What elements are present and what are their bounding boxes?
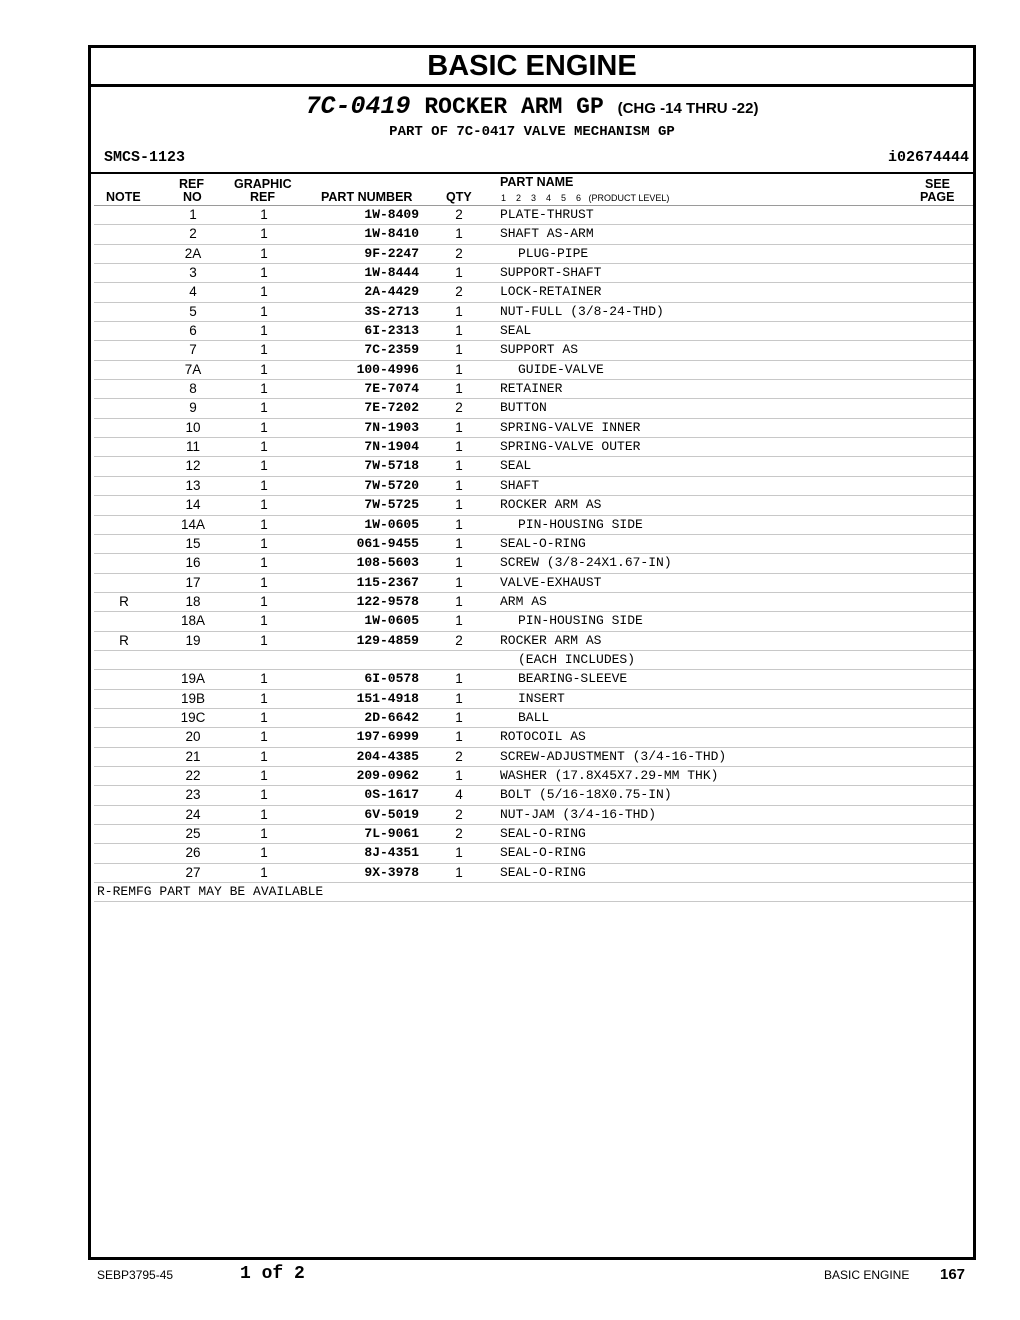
part-name-cell: PLATE-THRUST <box>500 207 594 222</box>
graphic-ref-cell: 1 <box>260 709 268 725</box>
part-number-cell: 9X-3978 <box>364 864 419 880</box>
table-row <box>94 825 973 844</box>
part-name-cell: SHAFT AS-ARM <box>500 226 594 242</box>
part-name-cell: PLUG-PIPE <box>518 245 589 261</box>
col-product-levels: 1 2 3 4 5 6 (PRODUCT LEVEL) <box>501 193 670 203</box>
table-row <box>94 380 973 399</box>
ref-no-cell: 25 <box>185 826 201 841</box>
group-name: ROCKER ARM GP <box>424 94 604 120</box>
col-see-line2: PAGE <box>920 190 955 204</box>
part-number-cell: 7E-7202 <box>364 400 419 416</box>
table-row <box>94 322 973 341</box>
table-row <box>94 690 973 709</box>
qty-cell: 2 <box>455 748 463 764</box>
part-name-cell: SCREW-ADJUSTMENT (3/4-16-THD) <box>500 748 727 764</box>
part-name-cell: ROCKER ARM AS <box>500 497 602 513</box>
graphic-ref-cell: 1 <box>260 381 268 397</box>
col-ref-line1: REF <box>179 177 204 191</box>
graphic-ref-cell: 1 <box>260 400 268 416</box>
ref-no-cell: 2A <box>184 245 202 261</box>
qty-cell: 1 <box>455 864 463 880</box>
graphic-ref-cell: 1 <box>260 806 268 822</box>
part-number-cell: 1W-8409 <box>364 207 419 222</box>
qty-cell: 2 <box>455 245 463 261</box>
graphic-ref-cell: 1 <box>260 845 268 861</box>
footnote-row <box>94 883 973 902</box>
part-name-cell: ROTOCOIL AS <box>500 729 586 745</box>
qty-cell: 1 <box>455 303 463 319</box>
group-number: 7C-0419 <box>305 92 411 121</box>
graphic-ref-cell: 1 <box>260 787 268 803</box>
graphic-ref-cell: 1 <box>260 207 268 222</box>
graphic-ref-cell: 1 <box>260 767 268 783</box>
ref-no-cell: 18 <box>185 593 201 609</box>
part-number-cell: 061-9455 <box>356 535 419 551</box>
qty-cell: 1 <box>455 574 463 590</box>
table-row <box>94 612 973 631</box>
ref-no-cell: 19B <box>180 690 206 706</box>
table-row <box>94 709 973 728</box>
table-row <box>94 283 973 302</box>
ref-no-cell: 1 <box>189 207 197 222</box>
qty-cell: 1 <box>455 361 463 377</box>
table-row <box>94 786 973 805</box>
graphic-ref-cell: 1 <box>260 361 268 377</box>
part-number-cell: 129-4859 <box>356 632 419 648</box>
ref-no-cell: 10 <box>185 419 201 435</box>
table-row <box>94 438 973 457</box>
graphic-ref-cell: 1 <box>260 574 268 590</box>
col-ref-line2: NO <box>183 190 202 204</box>
ref-no-cell: 24 <box>185 806 201 822</box>
parts-table <box>94 205 973 902</box>
table-row <box>94 341 973 360</box>
graphic-ref-cell: 1 <box>260 342 268 358</box>
graphic-ref-cell: 1 <box>260 671 268 687</box>
table-row <box>94 632 973 651</box>
part-number-cell: 6I-2313 <box>364 323 419 339</box>
table-row <box>94 361 973 380</box>
table-row <box>94 593 973 612</box>
part-name-cell: PIN-HOUSING SIDE <box>518 613 643 629</box>
qty-cell: 1 <box>455 226 463 242</box>
part-name-cell: SEAL-O-RING <box>500 845 586 861</box>
group-title <box>91 92 973 121</box>
table-row <box>94 399 973 418</box>
footer-doc-number: SEBP3795-45 <box>97 1268 174 1282</box>
graphic-ref-cell: 1 <box>260 690 268 706</box>
graphic-ref-cell: 1 <box>260 245 268 261</box>
group-part-of: PART OF 7C-0417 VALVE MECHANISM GP <box>389 124 675 140</box>
illustration-id: i02674444 <box>887 149 969 166</box>
qty-cell: 1 <box>455 497 463 513</box>
part-number-cell: 3S-2713 <box>364 303 419 319</box>
graphic-ref-cell: 1 <box>260 593 268 609</box>
qty-cell: 1 <box>455 593 463 609</box>
part-number-cell: 209-0962 <box>356 767 419 783</box>
graphic-ref-cell: 1 <box>260 477 268 493</box>
graphic-ref-cell: 1 <box>260 516 268 532</box>
qty-cell: 2 <box>455 207 463 222</box>
col-part-name: PART NAME <box>500 175 574 189</box>
part-number-cell: 6V-5019 <box>364 806 419 822</box>
table-row <box>94 225 973 244</box>
table-row <box>94 806 973 825</box>
section-title: BASIC ENGINE <box>91 48 973 87</box>
col-graphic-line2: REF <box>250 190 275 204</box>
part-number-cell: 9F-2247 <box>364 245 419 261</box>
part-number-cell: 7N-1904 <box>364 439 419 455</box>
part-name-cell: NUT-FULL (3/8-24-THD) <box>500 303 664 319</box>
table-row <box>94 245 973 264</box>
ref-no-cell: 6 <box>189 323 197 339</box>
group-change: (CHG -14 THRU -22) <box>617 100 759 117</box>
qty-cell: 2 <box>455 632 463 648</box>
part-number-cell: 2A-4429 <box>364 284 419 300</box>
qty-cell: 1 <box>455 555 463 571</box>
part-name-cell: SEAL <box>500 323 532 339</box>
part-name-cell: PIN-HOUSING SIDE <box>518 516 643 532</box>
graphic-ref-cell: 1 <box>260 419 268 435</box>
part-number-cell: 1W-0605 <box>364 516 419 532</box>
qty-cell: 1 <box>455 690 463 706</box>
part-number-cell: 108-5603 <box>356 555 419 571</box>
ref-no-cell: 19A <box>180 671 206 687</box>
header-divider <box>91 172 973 174</box>
part-name-cell: (EACH INCLUDES) <box>518 651 636 667</box>
part-name-cell: NUT-JAM (3/4-16-THD) <box>500 806 657 822</box>
smcs-code: SMCS-1123 <box>104 149 186 166</box>
graphic-ref-cell: 1 <box>260 226 268 242</box>
ref-no-cell: 7 <box>189 342 197 358</box>
table-row <box>94 496 973 515</box>
part-number-cell: 8J-4351 <box>364 845 419 861</box>
qty-cell: 2 <box>455 826 463 841</box>
part-number-cell: 7W-5720 <box>364 477 419 493</box>
part-number-cell: 197-6999 <box>356 729 419 745</box>
part-name-cell: BOLT (5/16-18X0.75-IN) <box>500 787 672 803</box>
ref-no-cell: 13 <box>185 477 201 493</box>
graphic-ref-cell: 1 <box>260 265 268 281</box>
table-row <box>94 864 973 883</box>
part-number-cell: 7L-9061 <box>364 826 419 841</box>
graphic-ref-cell: 1 <box>260 864 268 880</box>
qty-cell: 1 <box>455 419 463 435</box>
qty-cell: 2 <box>455 284 463 300</box>
footer-page-of: 1 of 2 <box>240 1264 305 1284</box>
part-number-cell: 7N-1903 <box>364 419 419 435</box>
graphic-ref-cell: 1 <box>260 284 268 300</box>
part-name-cell: BEARING-SLEEVE <box>518 671 628 687</box>
part-number-cell: 7C-2359 <box>364 342 419 358</box>
ref-no-cell: 22 <box>185 767 201 783</box>
ref-no-cell: 17 <box>185 574 201 590</box>
ref-no-cell: 15 <box>185 535 201 551</box>
part-name-cell: SUPPORT-SHAFT <box>500 265 602 281</box>
table-row <box>94 457 973 476</box>
ref-no-cell: 21 <box>185 748 201 764</box>
col-part-number: PART NUMBER <box>321 190 413 204</box>
qty-cell: 1 <box>455 845 463 861</box>
part-number-cell: 7W-5718 <box>364 458 419 474</box>
part-number-cell: 7E-7074 <box>364 381 419 397</box>
ref-no-cell: 19 <box>185 632 201 648</box>
footnote: R-REMFG PART MAY BE AVAILABLE <box>97 884 324 900</box>
graphic-ref-cell: 1 <box>260 535 268 551</box>
part-number-cell: 2D-6642 <box>364 709 419 725</box>
ref-no-cell: 26 <box>185 845 201 861</box>
part-number-cell: 115-2367 <box>356 574 419 590</box>
ref-no-cell: 20 <box>185 729 201 745</box>
qty-cell: 1 <box>455 458 463 474</box>
qty-cell: 1 <box>455 709 463 725</box>
ref-no-cell: 8 <box>189 381 197 397</box>
part-number-cell: 6I-0578 <box>364 671 419 687</box>
qty-cell: 1 <box>455 535 463 551</box>
ref-no-cell: 4 <box>189 284 197 300</box>
part-name-cell: SEAL-O-RING <box>500 826 586 841</box>
table-row <box>94 574 973 593</box>
part-name-cell: BUTTON <box>500 400 547 416</box>
col-graphic-line1: GRAPHIC <box>234 177 292 191</box>
part-number-cell: 0S-1617 <box>364 787 419 803</box>
part-name-cell: SEAL <box>500 458 532 474</box>
ref-no-cell: 18A <box>180 613 206 629</box>
part-number-cell: 1W-8410 <box>364 226 419 242</box>
table-row <box>94 670 973 689</box>
col-see-line1: SEE <box>925 177 951 191</box>
col-qty: QTY <box>446 190 472 204</box>
part-name-cell: WASHER (17.8X45X7.29-MM THK) <box>500 767 719 783</box>
qty-cell: 1 <box>455 729 463 745</box>
graphic-ref-cell: 1 <box>260 555 268 571</box>
part-name-cell: ROCKER ARM AS <box>500 632 602 648</box>
table-row <box>94 516 973 535</box>
part-name-cell: SPRING-VALVE OUTER <box>500 439 641 455</box>
part-name-cell: SEAL-O-RING <box>500 864 586 880</box>
part-number-cell: 122-9578 <box>356 593 419 609</box>
ref-no-cell: 23 <box>185 787 201 803</box>
table-row <box>94 748 973 767</box>
qty-cell: 1 <box>455 671 463 687</box>
table-row <box>94 264 973 283</box>
part-number-cell: 100-4996 <box>356 361 419 377</box>
col-note: NOTE <box>106 190 141 204</box>
ref-no-cell: 14 <box>185 497 201 513</box>
qty-cell: 1 <box>455 767 463 783</box>
graphic-ref-cell: 1 <box>260 439 268 455</box>
part-name-cell: INSERT <box>518 690 565 706</box>
qty-cell: 1 <box>455 439 463 455</box>
graphic-ref-cell: 1 <box>260 303 268 319</box>
ref-no-cell: 12 <box>185 458 201 474</box>
graphic-ref-cell: 1 <box>260 748 268 764</box>
qty-cell: 1 <box>455 342 463 358</box>
part-number-cell: 7W-5725 <box>364 497 419 513</box>
graphic-ref-cell: 1 <box>260 826 268 841</box>
table-row <box>94 651 973 670</box>
qty-cell: 4 <box>455 787 463 803</box>
qty-cell: 1 <box>455 381 463 397</box>
qty-cell: 1 <box>455 613 463 629</box>
graphic-ref-cell: 1 <box>260 613 268 629</box>
table-row <box>94 205 973 225</box>
ref-no-cell: 3 <box>189 265 197 281</box>
part-name-cell: SUPPORT AS <box>500 342 579 358</box>
part-name-cell: ARM AS <box>500 593 547 609</box>
table-row <box>94 554 973 573</box>
graphic-ref-cell: 1 <box>260 458 268 474</box>
ref-no-cell: 11 <box>185 439 200 455</box>
table-row <box>94 303 973 322</box>
part-name-cell: SPRING-VALVE INNER <box>500 419 641 435</box>
part-number-cell: 204-4385 <box>356 748 419 764</box>
part-name-cell: RETAINER <box>500 381 563 397</box>
part-name-cell: VALVE-EXHAUST <box>500 574 602 590</box>
table-row <box>94 767 973 786</box>
ref-no-cell: 7A <box>184 361 202 377</box>
part-name-cell: SEAL-O-RING <box>500 535 586 551</box>
part-number-cell: 1W-0605 <box>364 613 419 629</box>
footer-page-number: 167 <box>940 1266 966 1283</box>
note-cell: R <box>119 593 129 609</box>
ref-no-cell: 5 <box>189 303 197 319</box>
ref-no-cell: 19C <box>180 709 206 725</box>
footer-section: BASIC ENGINE <box>824 1268 910 1282</box>
part-name-cell: LOCK-RETAINER <box>500 284 602 300</box>
part-name-cell: BALL <box>518 709 550 725</box>
parts-page-frame <box>88 45 976 1260</box>
part-name-cell: SCREW (3/8-24X1.67-IN) <box>500 555 672 571</box>
table-row <box>94 844 973 863</box>
qty-cell: 2 <box>455 400 463 416</box>
part-number-cell: 1W-8444 <box>364 265 419 281</box>
ref-no-cell: 9 <box>189 400 197 416</box>
graphic-ref-cell: 1 <box>260 632 268 648</box>
qty-cell: 1 <box>455 477 463 493</box>
qty-cell: 1 <box>455 516 463 532</box>
qty-cell: 2 <box>455 806 463 822</box>
table-row <box>94 535 973 554</box>
part-name-cell: SHAFT <box>500 477 540 493</box>
part-number-cell: 151-4918 <box>356 690 419 706</box>
graphic-ref-cell: 1 <box>260 323 268 339</box>
graphic-ref-cell: 1 <box>260 729 268 745</box>
qty-cell: 1 <box>455 265 463 281</box>
table-row <box>94 477 973 496</box>
graphic-ref-cell: 1 <box>260 497 268 513</box>
ref-no-cell: 14A <box>180 516 206 532</box>
part-name-cell: GUIDE-VALVE <box>518 361 604 377</box>
ref-no-cell: 16 <box>185 555 201 571</box>
qty-cell: 1 <box>455 323 463 339</box>
table-row <box>94 728 973 747</box>
ref-no-cell: 27 <box>185 864 201 880</box>
table-row <box>94 419 973 438</box>
ref-no-cell: 2 <box>189 226 197 242</box>
note-cell: R <box>119 632 129 648</box>
